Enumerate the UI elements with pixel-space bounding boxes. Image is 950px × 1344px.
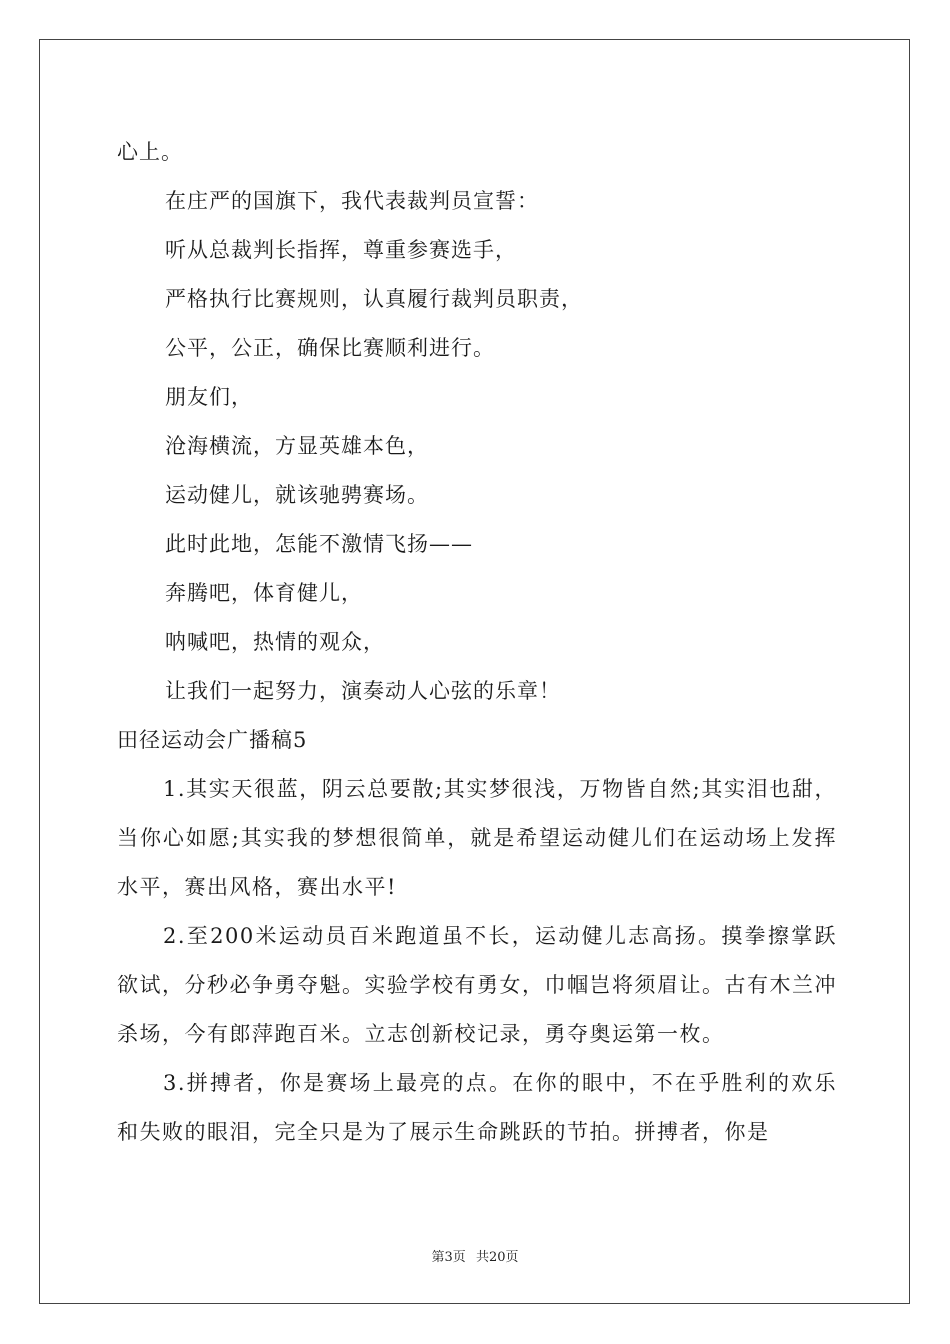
paragraph-1: 1.其实天很蓝，阴云总要散;其实梦很浅，万物皆自然;其实泪也甜，当你心如愿;其实我的梦想很简单，就是希望运动健儿们在运动场上发挥水平，赛出风格，赛出水平! — [117, 777, 837, 899]
page-footer — [0, 1246, 950, 1265]
text-line: 沧海横流，方显英雄本色， — [165, 434, 429, 458]
page-number-total: 共20页 — [475, 1250, 519, 1265]
paragraph-2: 2.至200米运动员百米跑道虽不长，运动健儿志高扬。摸拳擦掌跃欲试，分秒必争勇夺魁。实验学校有勇女，巾帼岂将须眉让。古有木兰冲杀场，今有郎萍跑百米。立志创新校记录，勇夺奥运第一枚。 — [117, 924, 837, 1046]
text-line: 奔腾吧，体育健儿， — [165, 581, 363, 605]
text-line: 朋友们， — [165, 385, 253, 409]
text-line: 此时此地，怎能不激情飞扬—— — [165, 532, 473, 556]
text-line: 运动健儿，就该驰骋赛场。 — [165, 483, 429, 507]
section-heading: 田径运动会广播稿5 — [117, 728, 308, 752]
text-line: 听从总裁判长指挥，尊重参赛选手， — [165, 238, 517, 262]
page-number-current: 第3页 — [431, 1250, 466, 1265]
text-line: 让我们一起努力，演奏动人心弦的乐章！ — [165, 679, 561, 703]
text-line: 公平，公正，确保比赛顺利进行。 — [165, 336, 495, 360]
document-body — [117, 128, 837, 1157]
text-line: 呐喊吧，热情的观众， — [165, 630, 385, 654]
text-line: 心上。 — [117, 140, 183, 164]
text-line: 严格执行比赛规则，认真履行裁判员职责， — [165, 287, 583, 311]
paragraph-3: 3.拼搏者，你是赛场上最亮的点。在你的眼中，不在乎胜利的欢乐和失败的眼泪，完全只是为了展示生命跳跃的节拍。拼搏者，你是 — [117, 1071, 837, 1144]
text-line: 在庄严的国旗下，我代表裁判员宣誓： — [165, 189, 539, 213]
